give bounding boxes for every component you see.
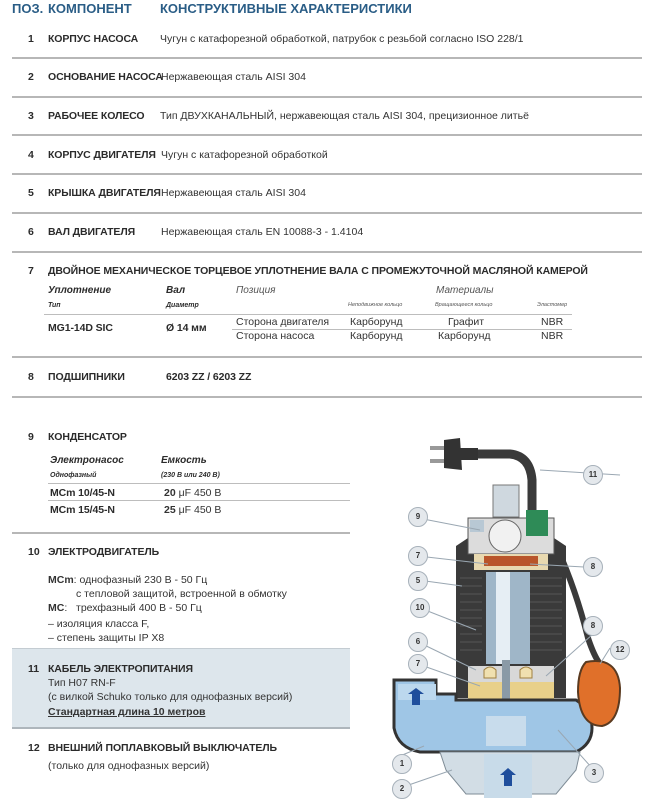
callout-2: 2 xyxy=(392,779,412,799)
seal-col-seal: Уплотнение xyxy=(48,285,112,296)
cable-line1: Тип H07 RN-F xyxy=(48,677,116,689)
row-component: КОРПУС НАСОСА xyxy=(48,33,139,45)
divider xyxy=(44,314,572,315)
row-description: Нержавеющая сталь AISI 304 xyxy=(161,187,306,199)
motor-mc-text: : трехфазный 400 В - 50 Гц xyxy=(64,602,202,614)
seal-fixed: Карборунд xyxy=(350,330,403,342)
float-title: ВНЕШНИЙ ПОПЛАВКОВЫЙ ВЫКЛЮЧАТЕЛЬ xyxy=(48,742,278,754)
seal-diameter: Ø 14 мм xyxy=(166,322,207,334)
callout-8-bottom: 8 xyxy=(583,616,603,636)
divider xyxy=(12,212,642,214)
callout-3: 3 xyxy=(584,763,604,783)
row-component: ВАЛ ДВИГАТЕЛЯ xyxy=(48,226,136,238)
seal-title: ДВОЙНОЕ МЕХАНИЧЕСКОЕ ТОРЦЕВОЕ УПЛОТНЕНИЕ ВАЛА С ПРОМЕЖУТОЧНОЙ МАСЛЯНОЙ КАМЕРОЙ xyxy=(48,265,588,277)
cable-title: КАБЕЛЬ ЭЛЕКТРОПИТАНИЯ xyxy=(48,663,193,675)
oil-chamber xyxy=(468,682,554,700)
seal-col-fixed-ring: Неподвижное кольцо xyxy=(348,302,403,308)
callout-10: 10 xyxy=(410,598,430,618)
seal-col-rotating-ring: Вращающееся кольцо xyxy=(435,302,493,308)
row-number: 7 xyxy=(28,265,34,277)
capacitor-value: 25 xyxy=(164,504,176,516)
capacitor-col-pump: Электронасос xyxy=(50,455,124,466)
seal-fixed: Карборунд xyxy=(350,316,403,328)
row-number: 1 xyxy=(28,33,34,45)
seal-rotating: Графит xyxy=(448,316,485,328)
callout-1: 1 xyxy=(392,754,412,774)
divider xyxy=(12,532,350,534)
callout-7: 7 xyxy=(408,654,428,674)
motor-mcm-text: : однофазный 230 В - 50 Гц xyxy=(73,574,208,586)
row-number: 3 xyxy=(28,110,34,122)
divider xyxy=(12,173,642,175)
seal-rotating: Карборунд xyxy=(438,330,491,342)
capacitor-col-capacity: Емкость xyxy=(161,455,207,466)
divider xyxy=(12,96,642,98)
row-number: 11 xyxy=(28,663,40,675)
row-component: КРЫШКА ДВИГАТЕЛЯ xyxy=(48,187,161,199)
row-description: Нержавеющая сталь EN 10088-3 - 1.4104 xyxy=(161,226,364,238)
row-component: ОСНОВАНИЕ НАСОСА xyxy=(48,71,163,83)
motor-title: ЭЛЕКТРОДВИГАТЕЛЬ xyxy=(48,546,160,558)
capacitor-model: MCm 10/45-N xyxy=(50,487,115,499)
divider xyxy=(12,396,642,398)
float-switch xyxy=(578,661,620,726)
callout-4: 5 xyxy=(408,571,428,591)
capacitor-col-pump-sub: Однофазный xyxy=(50,472,97,479)
cable-terminal xyxy=(526,510,548,536)
capacitor-unit: μF 450 В xyxy=(178,504,222,516)
capacitor-value: 20 xyxy=(164,487,176,499)
callout-11: 11 xyxy=(583,465,603,485)
divider xyxy=(12,356,642,358)
callout-6: 7 xyxy=(408,546,428,566)
seal-position: Сторона двигателя xyxy=(236,316,330,328)
header-pos: ПОЗ. xyxy=(12,1,44,16)
row-description: Чугун с катафорезной обработкой xyxy=(161,149,328,161)
seal-col-materials: Материалы xyxy=(436,285,494,296)
seal-col-position: Позиция xyxy=(236,285,276,296)
motor-mcm-text2: с тепловой защитой, встроенной в обмотку xyxy=(76,588,287,600)
header-characteristics: КОНСТРУКТИВНЫЕ ХАРАКТЕРИСТИКИ xyxy=(160,1,412,16)
seal-position: Сторона насоса xyxy=(236,330,315,342)
divider xyxy=(48,500,350,501)
seal-elastomer: NBR xyxy=(541,316,564,328)
row-number: 6 xyxy=(28,226,34,238)
seal-col-seal-sub: Тип xyxy=(48,302,61,309)
seal-type: MG1-14D SIC xyxy=(48,322,113,334)
capacitor-title: КОНДЕНСАТОР xyxy=(48,431,127,443)
row-description: Нержавеющая сталь AISI 304 xyxy=(161,71,306,83)
row-number: 2 xyxy=(28,71,34,83)
capacitor-unit: μF 450 В xyxy=(178,487,222,499)
seal-col-shaft-sub: Диаметр xyxy=(166,302,199,309)
capacitor-col-capacity-sub: (230 В или 240 В) xyxy=(161,472,220,479)
motor-mc-label: MC xyxy=(48,602,65,614)
row-number: 5 xyxy=(28,187,34,199)
header-component: КОМПОНЕНТ xyxy=(48,1,132,16)
bearings-value: 6203 ZZ / 6203 ZZ xyxy=(166,371,252,383)
float-line1: (только для однофазных версий) xyxy=(48,760,210,772)
row-number: 12 xyxy=(28,742,40,754)
motor-bullet: – степень защиты IP X8 xyxy=(48,632,165,644)
motor-mcm-label: MCm xyxy=(48,574,74,586)
divider xyxy=(12,251,642,253)
callout-8-top: 8 xyxy=(583,557,603,577)
divider xyxy=(12,727,350,729)
cable-line2: (с вилкой Schuko только для однофазных версий) xyxy=(48,691,293,703)
row-number: 10 xyxy=(28,546,40,558)
row-number: 4 xyxy=(28,149,34,161)
seal-col-elastomer: Эластомер xyxy=(537,302,568,308)
row-component: КОРПУС ДВИГАТЕЛЯ xyxy=(48,149,156,161)
divider xyxy=(12,57,642,59)
callout-12: 12 xyxy=(610,640,630,660)
row-description: Тип ДВУХКАНАЛЬНЫЙ, нержавеющая сталь AISI 304, прецизионное литьё xyxy=(160,110,529,122)
cable-line3: Стандартная длина 10 метров xyxy=(48,706,206,718)
row-component: ПОДШИПНИКИ xyxy=(48,371,125,383)
callout-9: 9 xyxy=(408,507,428,527)
capacitor-model: MCm 15/45-N xyxy=(50,504,115,516)
divider xyxy=(12,134,642,136)
seal-col-shaft: Вал xyxy=(166,285,186,296)
power-plug-icon xyxy=(430,438,478,470)
seal-elastomer: NBR xyxy=(541,330,564,342)
motor-bullet: – изоляция класса F, xyxy=(48,618,150,630)
row-number: 8 xyxy=(28,371,34,383)
capacitor xyxy=(489,520,521,552)
callout-5: 6 xyxy=(408,632,428,652)
divider xyxy=(48,483,350,484)
row-component: РАБОЧЕЕ КОЛЕСО xyxy=(48,110,145,122)
row-description: Чугун с катафорезной обработкой, патрубок с резьбой согласно ISO 228/1 xyxy=(160,33,524,45)
row-number: 9 xyxy=(28,431,34,443)
